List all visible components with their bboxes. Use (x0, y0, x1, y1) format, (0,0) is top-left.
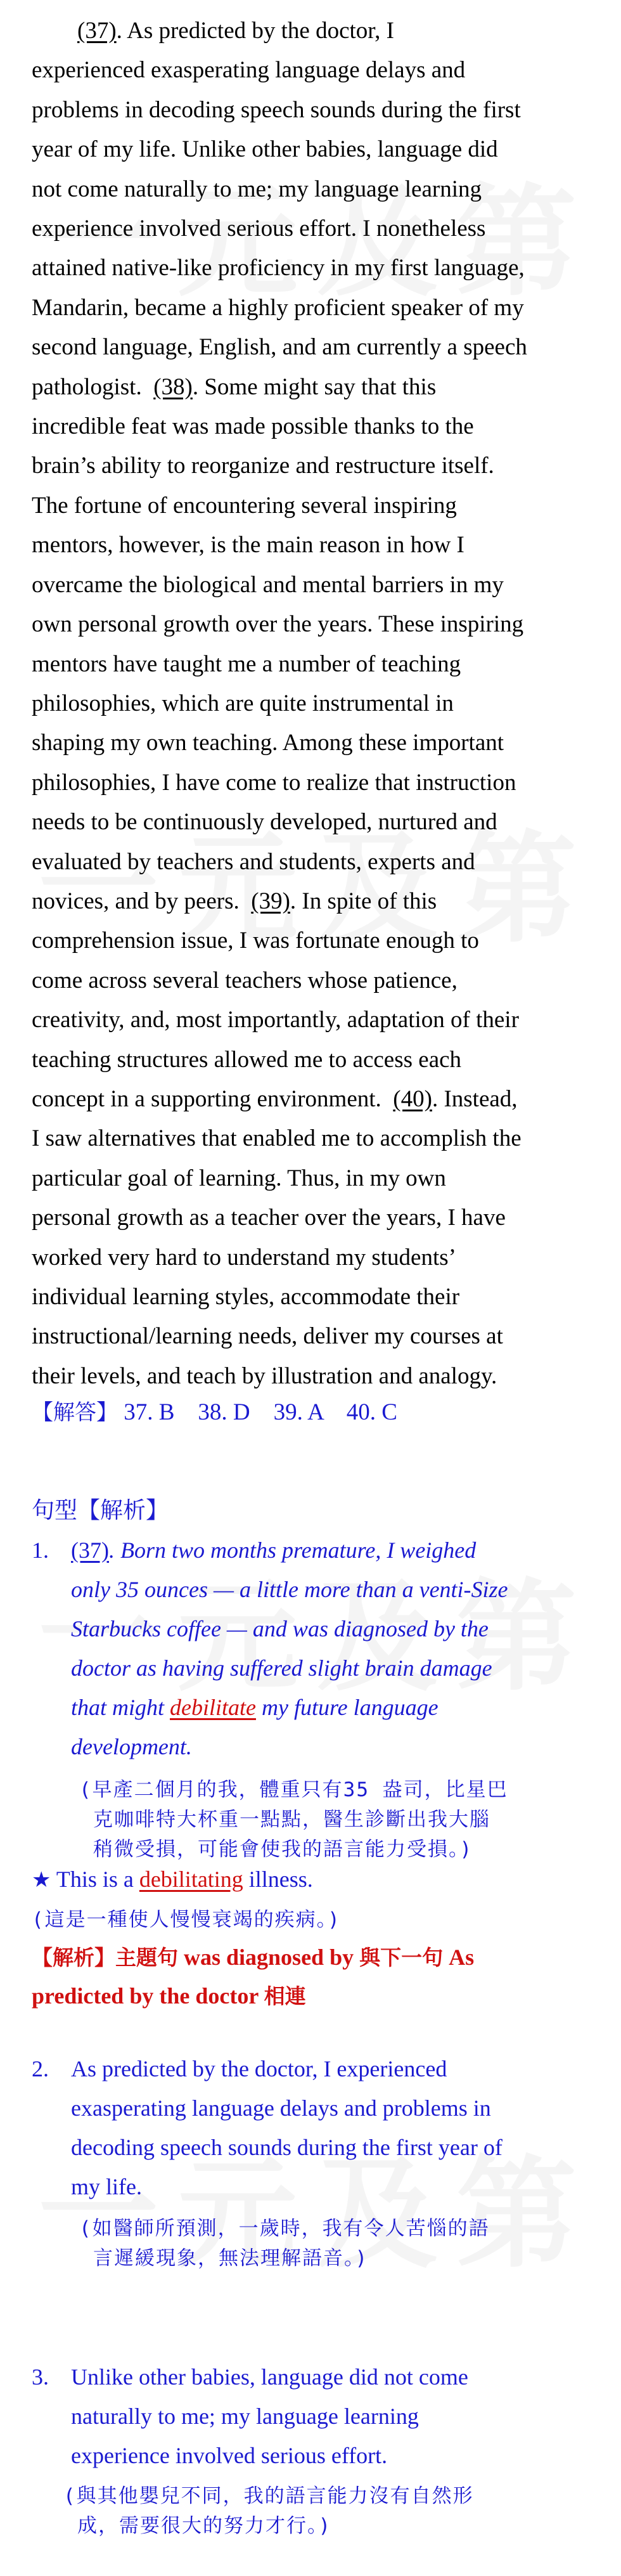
item-number: 2. (32, 2056, 49, 2081)
item-sentence: (37). Born two months premature, I weighed only 35 ounces — a little more than a venti-Size Starbucks coffee — and was diagnosed by the doctor as having suffered slight brain damage that might debilitate my future language development. (71, 1537, 508, 1759)
star-icon: ★ (32, 1867, 51, 1893)
item-translation: (如醫師所預測，一歲時，我有令人苦惱的語 言遲緩現象，無法理解語音。) (79, 2217, 490, 2270)
answer-values: 37. B 38. D 39. A 40. C (124, 1399, 397, 1425)
blank-ref-37: (37) (71, 1537, 109, 1563)
blank-38: (38) (153, 373, 193, 400)
blank-40: (40) (393, 1085, 432, 1112)
item-number: 3. (32, 2364, 49, 2390)
item-number: 1. (32, 1537, 49, 1563)
reading-passage: (37). As predicted by the doctor, I experienced exasperating language delays and problems in decoding speech sounds during the first year of my life. Unlike other babies, language did not come naturally to me; my language learning experience involved serious effort. I nonetheless attained native-like proficiency in my first language, Mandarin, became a highly proficient speaker of my second language, English, and am currently a speech pathologist. (38). Some might say that this incredible feat was made possible thanks to the brain’s ability to reorganize and restructure itself. The fortune of encountering several inspiring mentors, however, is the main reason in how I overcame the biological and mental barriers in my own personal growth over the years. These inspiring mentors have taught me a number of teaching philosophies, which are quite instrumental in shaping my own teaching. Among these important philosophies, I have come to realize that instruction needs to be continuously developed, nurtured and evaluated by teachers and students, experts and novices, and by peers. (39). In spite of this comprehension issue, I was fortunate enough to come across several teachers whose patience, creativity, and, most importantly, adaptation of their teaching structures allowed me to access each concept in a supporting environment. (40). Instead, I saw alternatives that enabled me to accomplish the particular goal of learning. Thus, in my own personal growth as a teacher over the years, I have worked very hard to understand my students’ individual learning styles, accommodate their instructional/learning needs, deliver my courses at their levels, and teach by illustration and analogy. (32, 18, 527, 1389)
keyword-debilitating: debilitating (139, 1867, 243, 1892)
analysis-item-1 (32, 1531, 602, 1861)
blank-37: (37) (77, 18, 117, 44)
blank-39: (39) (251, 888, 290, 914)
item-sentence: Unlike other babies, language did not come naturally to me; my language learning experience involved serious effort. (71, 2364, 468, 2468)
section-title: 句型【解析】 (32, 1498, 169, 1524)
keyword-debilitate: debilitate (170, 1695, 256, 1720)
item-translation: (與其他嬰兒不同，我的語言能力沒有自然形 成，需要很大的努力才行。) (63, 2485, 474, 2537)
answer-key (32, 1395, 397, 1426)
item-translation: (早產二個月的我，體重只有35 盎司，比星巴 克咖啡特大杯重一點點，醫生診斷出我大腦 稍微受損，可能會使我的語言能力受損。) (79, 1778, 508, 1861)
example-sentence: ★ This is a debilitating illness. (32, 1867, 313, 1893)
answer-label: 【解答】 (32, 1400, 118, 1425)
example-translation: (這是一種使人慢慢衰竭的疾病。) (32, 1908, 341, 1931)
analysis-item-3 (32, 2357, 602, 2547)
analysis-item-2 (32, 2049, 602, 2270)
item-sentence: As predicted by the doctor, I experienced exasperating language delays and problems in decoding speech sounds during the first year of my life. (71, 2056, 503, 2199)
analysis-note: 【解析】主題句 was diagnosed by 與下一句 As predicted by the doctor 相連 (32, 1945, 475, 2009)
